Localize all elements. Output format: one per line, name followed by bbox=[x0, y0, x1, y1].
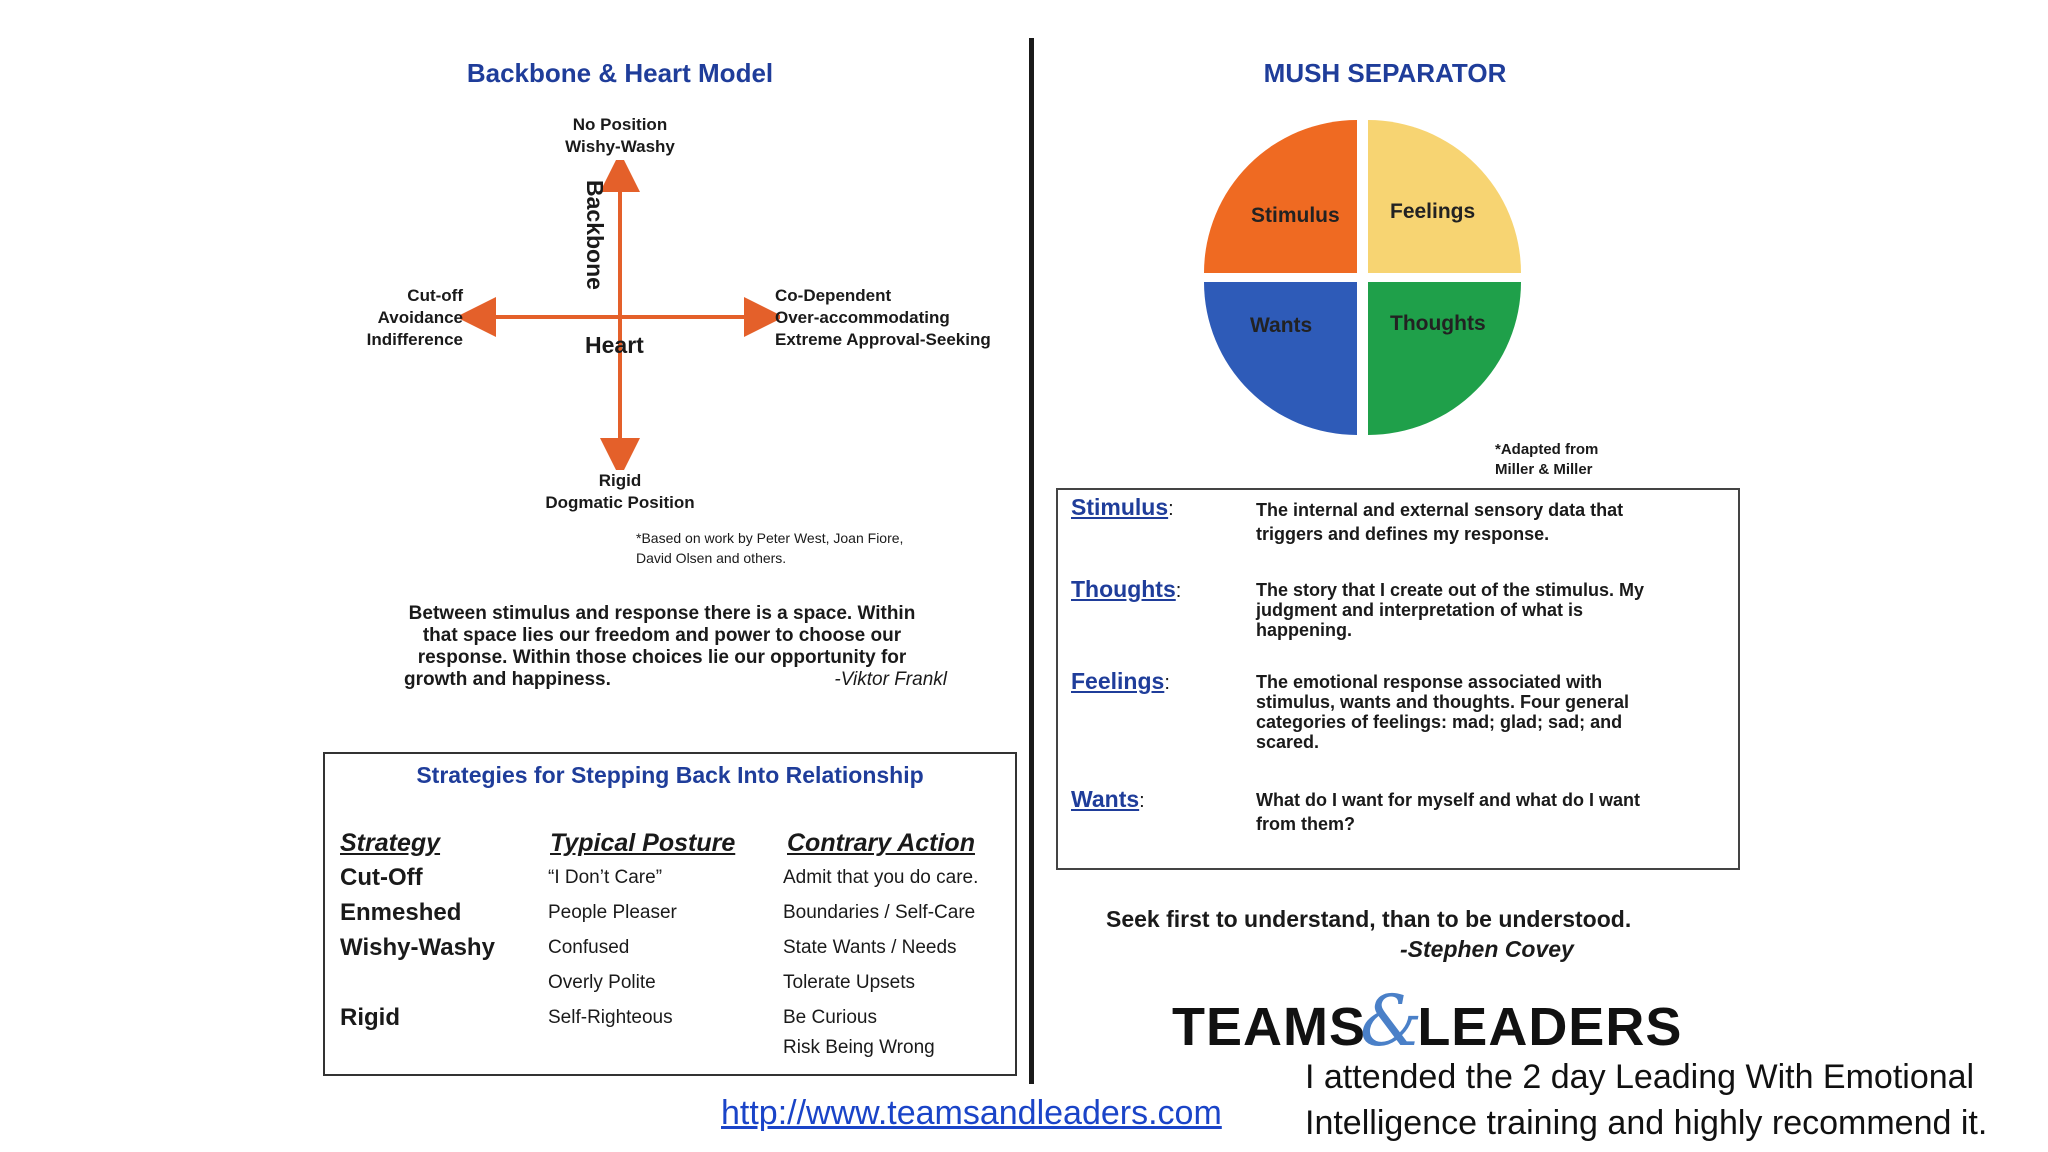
backbone-axis-label: Backbone bbox=[582, 180, 608, 290]
table-row bbox=[325, 899, 1015, 934]
mush-title: MUSH SEPARATOR bbox=[1263, 58, 1507, 88]
quote-line: response. Within those choices lie our opportunity for bbox=[417, 647, 907, 668]
term-colon: : bbox=[1164, 672, 1170, 694]
axes-diagram bbox=[460, 160, 780, 470]
action-cell: State Wants / Needs bbox=[783, 937, 957, 958]
teamsandleaders-link[interactable]: http://www.teamsandleaders.com bbox=[721, 1094, 1222, 1132]
def-line: scared. bbox=[1256, 732, 1320, 752]
strategies-title: Strategies for Stepping Back Into Relationship bbox=[416, 762, 924, 788]
backbone-heart-title: Backbone & Heart Model bbox=[466, 58, 774, 88]
credit-note bbox=[636, 528, 903, 568]
right-label-line: Extreme Approval-Seeking bbox=[775, 330, 991, 349]
def-stimulus bbox=[1256, 500, 1623, 544]
caption-line: I attended the 2 day Leading With Emotional bbox=[1305, 1058, 1975, 1096]
posture-cell: Self-Righteous bbox=[548, 1007, 673, 1028]
strategy-cell: Wishy-Washy bbox=[340, 934, 495, 961]
action-cell: Risk Being Wrong bbox=[783, 1037, 935, 1058]
logo-part-teams: TEAMS bbox=[1172, 997, 1366, 1057]
adapted-line: Miller & Miller bbox=[1495, 461, 1593, 478]
def-line: judgment and interpretation of what is bbox=[1256, 600, 1584, 620]
term-label: Thoughts bbox=[1071, 576, 1176, 602]
def-thoughts bbox=[1256, 580, 1644, 640]
right-label-line: Co-Dependent bbox=[775, 286, 892, 305]
strategy-cell: Cut-Off bbox=[340, 864, 423, 891]
term-label: Stimulus bbox=[1071, 494, 1169, 520]
table-row bbox=[325, 1034, 1015, 1064]
strategy-cell: Enmeshed bbox=[340, 899, 462, 926]
pie-label-wants: Wants bbox=[1250, 314, 1313, 337]
def-line: What do I want for myself and what do I want bbox=[1256, 790, 1641, 810]
term-stimulus bbox=[1071, 494, 1174, 521]
logo-part-leaders: LEADERS bbox=[1417, 997, 1683, 1057]
term-colon: : bbox=[1175, 580, 1182, 602]
term-wants bbox=[1071, 786, 1145, 813]
left-label-line: Avoidance bbox=[377, 308, 463, 327]
caption-line: Intelligence training and highly recommend it. bbox=[1305, 1104, 1988, 1142]
header-contrary-action: Contrary Action bbox=[787, 829, 975, 857]
right-axis-labels bbox=[775, 285, 1015, 351]
strategy-cell: Rigid bbox=[340, 1004, 400, 1031]
left-axis-labels bbox=[355, 285, 463, 351]
pie-label-thoughts: Thoughts bbox=[1390, 312, 1486, 335]
posture-cell: “I Don’t Care” bbox=[548, 867, 663, 888]
adapted-line: *Adapted from bbox=[1495, 441, 1599, 458]
pie-slice-stimulus bbox=[1204, 120, 1357, 273]
def-line: from them? bbox=[1256, 814, 1355, 834]
pie-slice-thoughts bbox=[1368, 282, 1521, 435]
quote-line: Between stimulus and response there is a space. Within bbox=[408, 603, 916, 624]
logo-ampersand: & bbox=[1360, 980, 1424, 1062]
term-label: Wants bbox=[1071, 786, 1140, 812]
heart-axis-label: Heart bbox=[585, 332, 644, 358]
quote-line: that space lies our freedom and power to choose our bbox=[422, 625, 902, 646]
header-typical-posture: Typical Posture bbox=[550, 829, 736, 857]
covey-author: -Stephen Covey bbox=[1400, 936, 1574, 962]
table-row bbox=[325, 934, 1015, 969]
pie-slice-feelings bbox=[1368, 120, 1521, 273]
credit-line: David Olsen and others. bbox=[636, 550, 787, 566]
term-thoughts bbox=[1071, 576, 1181, 603]
term-colon: : bbox=[1139, 790, 1145, 812]
action-cell: Tolerate Upsets bbox=[783, 972, 916, 993]
posture-cell: Confused bbox=[548, 937, 630, 958]
quote-author: -Viktor Frankl bbox=[834, 669, 947, 690]
def-line: triggers and defines my response. bbox=[1256, 524, 1550, 544]
adapted-note bbox=[1495, 440, 1598, 480]
strategies-table bbox=[325, 864, 1015, 1064]
covey-quote: Seek first to understand, than to be understood. bbox=[1106, 906, 1632, 932]
posture-cell: People Pleaser bbox=[548, 902, 677, 923]
quote-last-row bbox=[372, 669, 952, 691]
mush-pie-chart bbox=[1200, 118, 1530, 438]
def-line: stimulus, wants and thoughts. Four general bbox=[1256, 692, 1630, 712]
right-label-line: Over-accommodating bbox=[775, 308, 950, 327]
def-line: The internal and external sensory data that bbox=[1256, 500, 1624, 520]
action-cell: Boundaries / Self-Care bbox=[783, 902, 976, 923]
frankl-quote bbox=[372, 603, 952, 691]
top-label-1: No Position bbox=[572, 115, 668, 134]
center-divider bbox=[1029, 38, 1034, 1084]
recommendation-caption bbox=[1305, 1054, 2035, 1146]
mush-definitions-box bbox=[1056, 488, 1740, 870]
def-line: The story that I create out of the stimulus. My bbox=[1256, 580, 1645, 600]
teams-leaders-logo bbox=[1172, 980, 1682, 1062]
credit-line: *Based on work by Peter West, Joan Fiore, bbox=[636, 530, 904, 546]
action-cell: Be Curious bbox=[783, 1007, 877, 1028]
bottom-label-2: Dogmatic Position bbox=[545, 493, 695, 512]
table-row bbox=[325, 969, 1015, 1004]
def-line: categories of feelings: mad; glad; sad; and bbox=[1256, 712, 1623, 732]
posture-cell: Overly Polite bbox=[548, 972, 656, 993]
pie-label-feelings: Feelings bbox=[1390, 200, 1476, 223]
action-cell: Admit that you do care. bbox=[783, 867, 979, 888]
left-label-line: Indifference bbox=[366, 330, 463, 349]
def-line: happening. bbox=[1256, 620, 1352, 640]
def-feelings bbox=[1256, 672, 1629, 752]
header-strategy: Strategy bbox=[340, 829, 441, 857]
term-colon: : bbox=[1168, 498, 1174, 520]
bottom-label-1: Rigid bbox=[598, 471, 642, 490]
left-label-line: Cut-off bbox=[407, 286, 463, 305]
top-label-2: Wishy-Washy bbox=[565, 137, 675, 156]
term-feelings bbox=[1071, 668, 1170, 695]
pie-label-stimulus: Stimulus bbox=[1251, 204, 1340, 227]
def-line: The emotional response associated with bbox=[1256, 672, 1603, 692]
strategies-box bbox=[323, 752, 1017, 1076]
term-label: Feelings bbox=[1071, 668, 1165, 694]
table-row bbox=[325, 1004, 1015, 1034]
def-wants bbox=[1256, 790, 1640, 834]
pie-slice-wants bbox=[1204, 282, 1357, 435]
quote-line: growth and happiness. bbox=[404, 669, 611, 690]
table-row bbox=[325, 864, 1015, 899]
